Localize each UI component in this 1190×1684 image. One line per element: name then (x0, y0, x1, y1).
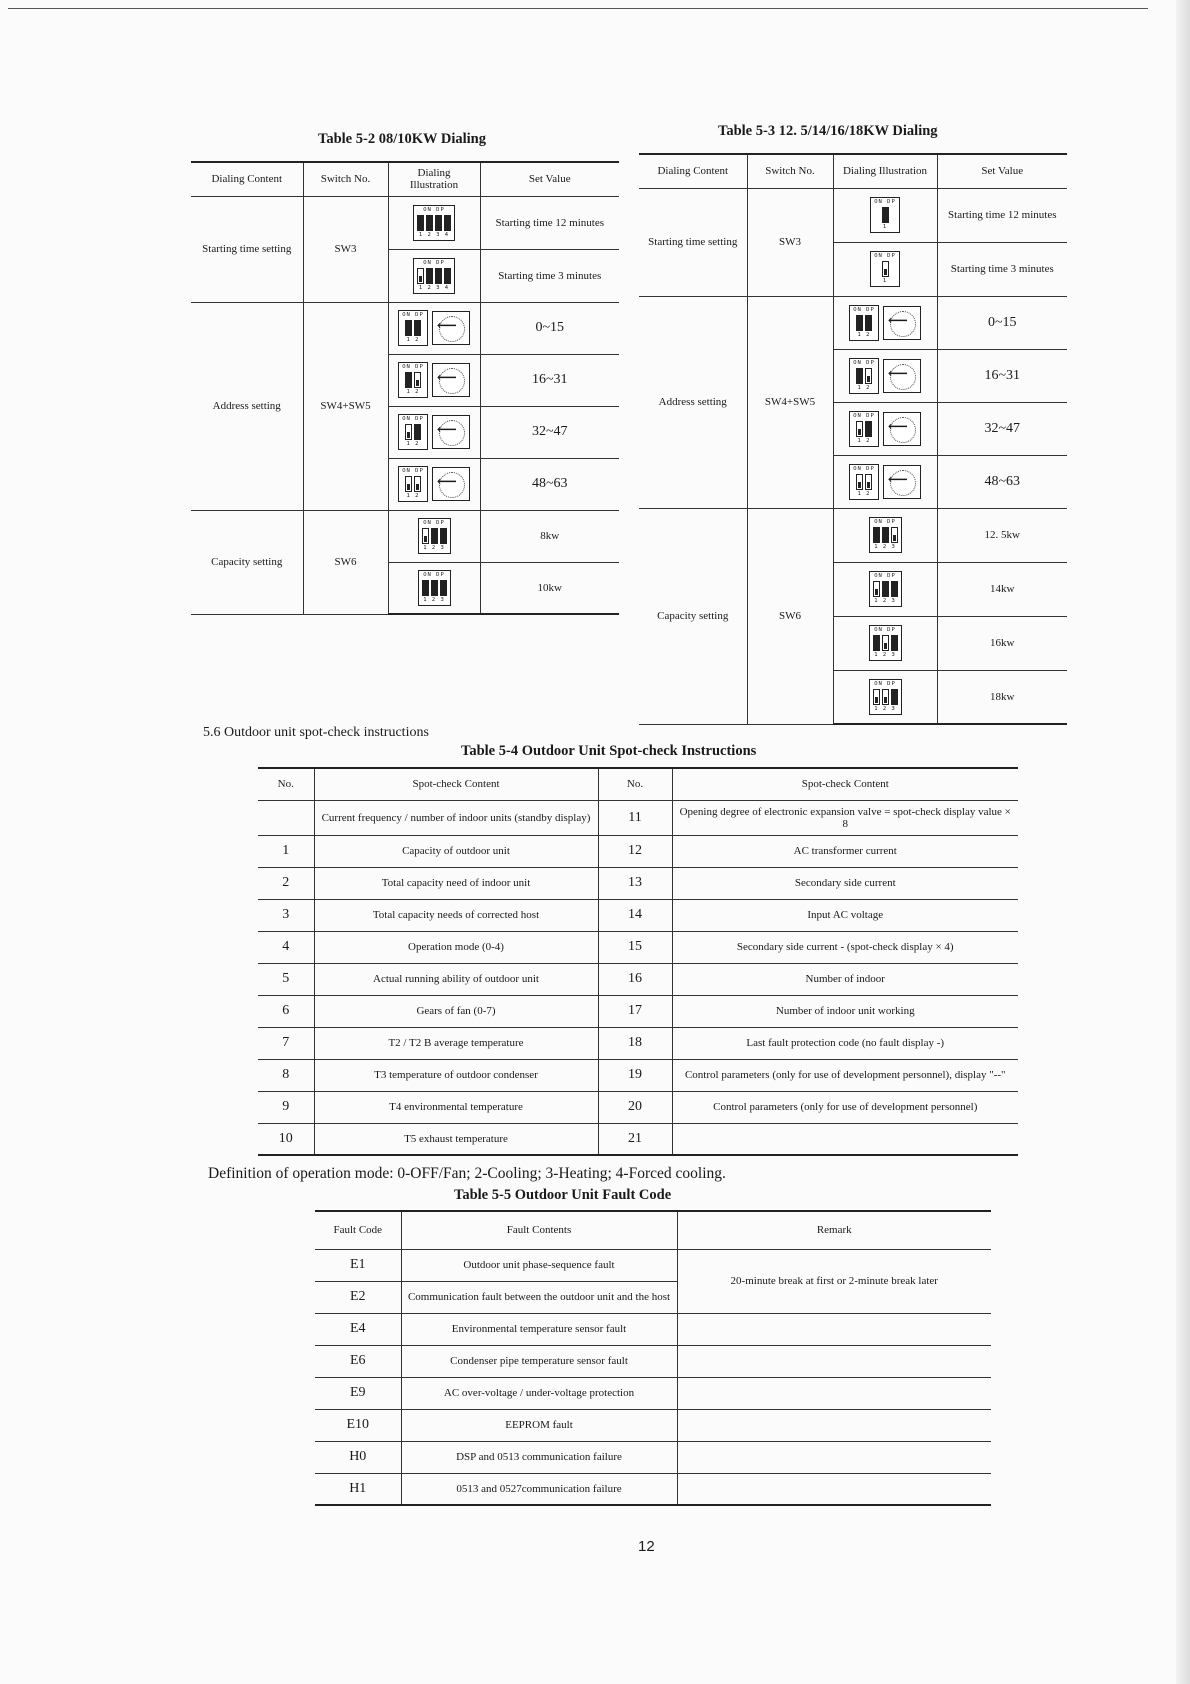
table-row (315, 1313, 991, 1345)
cell-no: 18 (598, 1027, 672, 1059)
col-header: Remark (677, 1211, 991, 1249)
table-row (258, 899, 1018, 931)
dip-rotary-illustration: ON DP 1 2 ⟵ (388, 302, 480, 354)
dip-switch-illustration: ON DP 1 2 3 (388, 510, 480, 562)
cell-dialing-content: Capacity setting (191, 510, 303, 614)
cell-switch-no: SW4+SW5 (747, 296, 833, 508)
col-header: No. (258, 768, 314, 800)
cell-no: 9 (258, 1091, 314, 1123)
cell-no: 17 (598, 995, 672, 1027)
table-row (258, 800, 1018, 835)
col-header: Set Value (937, 154, 1067, 188)
cell-spot-check-content: Operation mode (0-4) (314, 931, 598, 963)
cell-spot-check-content: Control parameters (only for use of development personnel) (672, 1091, 1018, 1123)
cell-spot-check-content: Total capacity need of indoor unit (314, 867, 598, 899)
cell-remark (677, 1441, 991, 1473)
table-row (315, 1249, 991, 1281)
cell-spot-check-content: Control parameters (only for use of development personnel), display "--" (672, 1059, 1018, 1091)
col-header: No. (598, 768, 672, 800)
table-5-2-title: Table 5-2 08/10KW Dialing (318, 131, 486, 147)
cell-set-value: 16kw (937, 616, 1067, 670)
table-row (315, 1409, 991, 1441)
cell-no: 3 (258, 899, 314, 931)
cell-remark (677, 1345, 991, 1377)
cell-dialing-content: Address setting (191, 302, 303, 510)
col-header: Spot-check Content (314, 768, 598, 800)
cell-spot-check-content: Input AC voltage (672, 899, 1018, 931)
dip-switch-illustration: ON DP 1 2 3 4 (388, 196, 480, 249)
cell-no: 15 (598, 931, 672, 963)
col-header: Dialing Content (639, 154, 747, 188)
table-5-3-title: Table 5-3 12. 5/14/16/18KW Dialing (718, 123, 938, 139)
cell-dialing-content: Starting time setting (639, 188, 747, 296)
cell-no: 1 (258, 835, 314, 867)
cell-no: 10 (258, 1123, 314, 1155)
cell-dialing-content: Starting time setting (191, 196, 303, 302)
dip-switch-illustration: ON DP 1 (833, 188, 937, 242)
cell-fault-content: Communication fault between the outdoor unit and the host (401, 1281, 677, 1313)
cell-fault-content: Environmental temperature sensor fault (401, 1313, 677, 1345)
table-row (258, 931, 1018, 963)
cell-set-value: 0~15 (937, 296, 1067, 349)
cell-spot-check-content: T3 temperature of outdoor condenser (314, 1059, 598, 1091)
cell-spot-check-content: AC transformer current (672, 835, 1018, 867)
cell-no: 20 (598, 1091, 672, 1123)
cell-spot-check-content: Last fault protection code (no fault display -) (672, 1027, 1018, 1059)
cell-spot-check-content: Current frequency / number of indoor units (standby display) (314, 800, 598, 835)
col-header: Fault Contents (401, 1211, 677, 1249)
cell-no: 16 (598, 963, 672, 995)
col-header: Fault Code (315, 1211, 401, 1249)
col-header: Dialing Content (191, 162, 303, 196)
cell-no: 21 (598, 1123, 672, 1155)
dip-rotary-illustration: ON DP 1 2 ⟵ (833, 296, 937, 349)
cell-fault-code: E2 (315, 1281, 401, 1313)
cell-dialing-content: Capacity setting (639, 508, 747, 724)
cell-fault-code: E10 (315, 1409, 401, 1441)
cell-set-value: 0~15 (480, 302, 619, 354)
operation-mode-definition: Definition of operation mode: 0-OFF/Fan; 2-Cooling; 3-Heating; 4-Forced cooling. (208, 1165, 726, 1182)
cell-spot-check-content: Number of indoor unit working (672, 995, 1018, 1027)
cell-dialing-content: Address setting (639, 296, 747, 508)
dip-switch-illustration: ON DP 1 2 3 (833, 670, 937, 724)
table-row (258, 1123, 1018, 1155)
cell-fault-content: Condenser pipe temperature sensor fault (401, 1345, 677, 1377)
table-row (258, 1091, 1018, 1123)
dip-rotary-illustration: ON DP 1 2 ⟵ (833, 349, 937, 402)
dip-rotary-illustration: ON DP 1 2 ⟵ (833, 402, 937, 455)
col-header: Switch No. (747, 154, 833, 188)
cell-spot-check-content: Total capacity needs of corrected host (314, 899, 598, 931)
cell-spot-check-content (672, 1123, 1018, 1155)
table-row (258, 995, 1018, 1027)
cell-fault-code: E6 (315, 1345, 401, 1377)
cell-no: 12 (598, 835, 672, 867)
cell-set-value: 10kw (480, 562, 619, 614)
table-row (258, 1059, 1018, 1091)
table-row (315, 1377, 991, 1409)
table-row (315, 1441, 991, 1473)
cell-spot-check-content: Capacity of outdoor unit (314, 835, 598, 867)
cell-fault-code: E9 (315, 1377, 401, 1409)
cell-no: 14 (598, 899, 672, 931)
dip-switch-illustration: ON DP 1 2 3 (833, 508, 937, 562)
cell-no: 13 (598, 867, 672, 899)
col-header: Switch No. (303, 162, 388, 196)
cell-no: 7 (258, 1027, 314, 1059)
cell-remark: 20-minute break at first or 2-minute break later (677, 1249, 991, 1313)
dip-switch-illustration: ON DP 1 2 3 (388, 562, 480, 614)
table-row (258, 835, 1018, 867)
dip-switch-illustration: ON DP 1 2 3 4 (388, 249, 480, 302)
cell-spot-check-content: Secondary side current (672, 867, 1018, 899)
cell-set-value: 32~47 (480, 406, 619, 458)
cell-fault-content: 0513 and 0527communication failure (401, 1473, 677, 1505)
cell-switch-no: SW4+SW5 (303, 302, 388, 510)
cell-no: 2 (258, 867, 314, 899)
cell-spot-check-content: Opening degree of electronic expansion valve = spot-check display value × 8 (672, 800, 1018, 835)
col-header: Dialing Illustration (388, 162, 480, 196)
cell-remark (677, 1313, 991, 1345)
cell-remark (677, 1473, 991, 1505)
table-row (315, 1473, 991, 1505)
cell-spot-check-content: T2 / T2 B average temperature (314, 1027, 598, 1059)
dip-rotary-illustration: ON DP 1 2 ⟵ (388, 354, 480, 406)
table-5-4-title: Table 5-4 Outdoor Unit Spot-check Instructions (461, 743, 757, 759)
cell-no: 19 (598, 1059, 672, 1091)
cell-spot-check-content: T5 exhaust temperature (314, 1123, 598, 1155)
cell-set-value: 48~63 (937, 455, 1067, 508)
cell-set-value: 48~63 (480, 458, 619, 510)
cell-no: 5 (258, 963, 314, 995)
cell-set-value: 18kw (937, 670, 1067, 724)
table-5-2 (191, 161, 619, 615)
cell-spot-check-content: Secondary side current - (spot-check display × 4) (672, 931, 1018, 963)
cell-fault-code: E4 (315, 1313, 401, 1345)
cell-switch-no: SW3 (303, 196, 388, 302)
table-row (315, 1345, 991, 1377)
cell-set-value: 32~47 (937, 402, 1067, 455)
cell-fault-content: Outdoor unit phase-sequence fault (401, 1249, 677, 1281)
dip-rotary-illustration: ON DP 1 2 ⟵ (833, 455, 937, 508)
cell-spot-check-content: T4 environmental temperature (314, 1091, 598, 1123)
table-5-5-title: Table 5-5 Outdoor Unit Fault Code (454, 1187, 672, 1203)
cell-no: 6 (258, 995, 314, 1027)
cell-fault-code: H0 (315, 1441, 401, 1473)
section-heading: 5.6 Outdoor unit spot-check instructions (203, 725, 429, 740)
dip-switch-illustration: ON DP 1 2 3 (833, 616, 937, 670)
cell-spot-check-content: Actual running ability of outdoor unit (314, 963, 598, 995)
cell-set-value: 14kw (937, 562, 1067, 616)
dip-switch-illustration: ON DP 1 2 3 (833, 562, 937, 616)
cell-set-value: Starting time 3 minutes (480, 249, 619, 302)
cell-fault-content: AC over-voltage / under-voltage protection (401, 1377, 677, 1409)
col-header: Set Value (480, 162, 619, 196)
cell-switch-no: SW6 (303, 510, 388, 614)
cell-set-value: 16~31 (937, 349, 1067, 402)
cell-no: 11 (598, 800, 672, 835)
cell-no: 8 (258, 1059, 314, 1091)
table-row (258, 1027, 1018, 1059)
cell-no: 4 (258, 931, 314, 963)
cell-set-value: 8kw (480, 510, 619, 562)
col-header: Dialing Illustration (833, 154, 937, 188)
cell-spot-check-content: Number of indoor (672, 963, 1018, 995)
cell-fault-content: EEPROM fault (401, 1409, 677, 1441)
cell-set-value: 12. 5kw (937, 508, 1067, 562)
table-row (258, 867, 1018, 899)
cell-set-value: Starting time 3 minutes (937, 242, 1067, 296)
dip-switch-illustration: ON DP 1 (833, 242, 937, 296)
page-edge-shadow (1176, 0, 1190, 1684)
cell-fault-content: DSP and 0513 communication failure (401, 1441, 677, 1473)
cell-remark (677, 1377, 991, 1409)
dip-rotary-illustration: ON DP 1 2 ⟵ (388, 458, 480, 510)
page-number: 12 (638, 1538, 655, 1555)
cell-remark (677, 1409, 991, 1441)
cell-fault-code: H1 (315, 1473, 401, 1505)
dip-rotary-illustration: ON DP 1 2 ⟵ (388, 406, 480, 458)
col-header: Spot-check Content (672, 768, 1018, 800)
cell-spot-check-content: Gears of fan (0-7) (314, 995, 598, 1027)
cell-set-value: Starting time 12 minutes (480, 196, 619, 249)
table-5-4 (258, 767, 1018, 1156)
cell-switch-no: SW6 (747, 508, 833, 724)
cell-set-value: 16~31 (480, 354, 619, 406)
top-rule (8, 8, 1148, 9)
table-5-5 (315, 1210, 991, 1506)
cell-set-value: Starting time 12 minutes (937, 188, 1067, 242)
cell-no (258, 800, 314, 835)
cell-switch-no: SW3 (747, 188, 833, 296)
cell-fault-code: E1 (315, 1249, 401, 1281)
table-5-3 (639, 153, 1067, 725)
table-row (258, 963, 1018, 995)
